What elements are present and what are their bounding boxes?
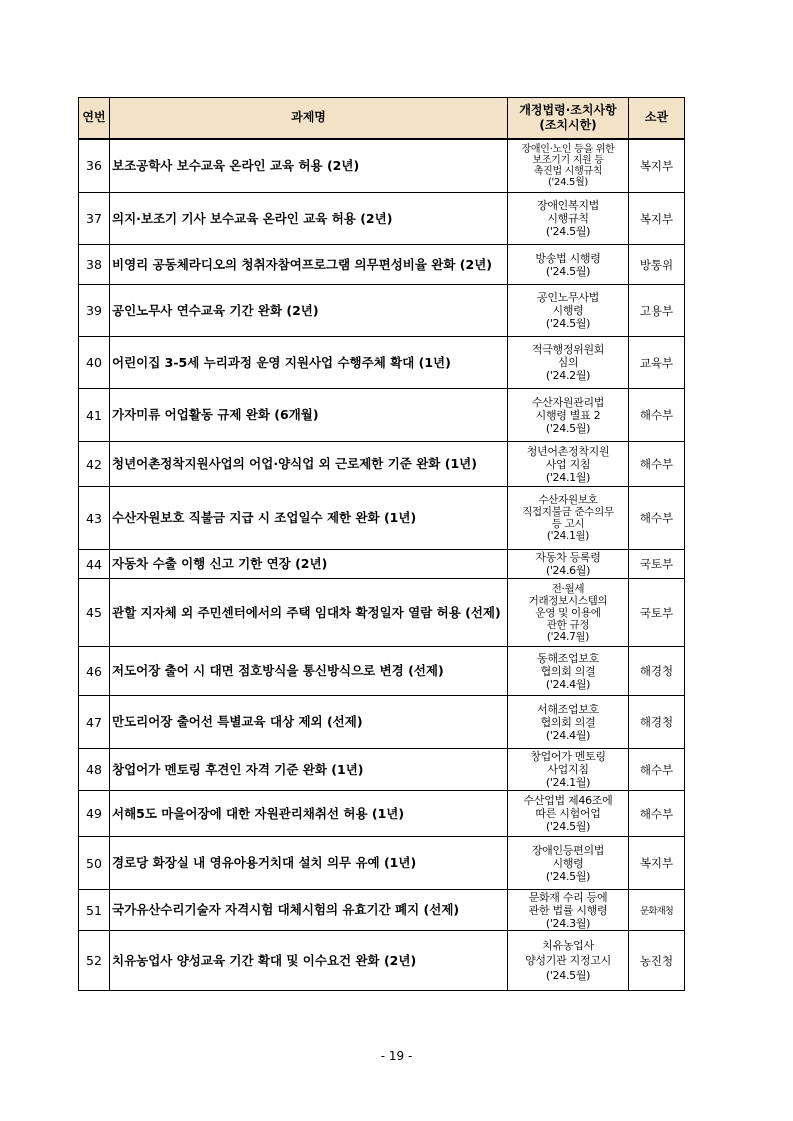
table-row [79, 647, 685, 696]
row-title: 관할 지자체 외 주민센터에서의 주택 임대차 확정일자 열람 허용 (선제) [110, 579, 508, 647]
regulation-table [78, 97, 685, 991]
row-num: 52 [79, 931, 110, 991]
row-title: 치유농업사 양성교육 기간 확대 및 이수요건 완화 (2년) [110, 931, 508, 991]
row-law: 적극행정위원회 심의 ('24.2월) [508, 337, 629, 389]
row-dept: 복지부 [629, 193, 685, 245]
row-title: 자동차 수출 이행 신고 기한 연장 (2년) [110, 550, 508, 579]
row-title: 보조공학사 보수교육 온라인 교육 허용 (2년) [110, 139, 508, 193]
row-law: 방송법 시행령 ('24.5월) [508, 245, 629, 285]
row-dept: 해수부 [629, 791, 685, 837]
row-law: 장애인복지법 시행규칙 ('24.5월) [508, 193, 629, 245]
row-dept: 해수부 [629, 487, 685, 550]
row-dept: 복지부 [629, 139, 685, 193]
table-row [79, 245, 685, 285]
row-title: 국가유산수리기술자 자격시험 대체시험의 유효기간 폐지 (선제) [110, 890, 508, 931]
row-dept: 해경청 [629, 696, 685, 749]
row-title: 공인노무사 연수교육 기간 완화 (2년) [110, 285, 508, 337]
row-num: 39 [79, 285, 110, 337]
table-row [79, 285, 685, 337]
row-dept: 교육부 [629, 337, 685, 389]
row-title: 경로당 화장실 내 영유아용거치대 설치 의무 유예 (1년) [110, 837, 508, 890]
table-row [79, 139, 685, 193]
row-num: 40 [79, 337, 110, 389]
row-num: 46 [79, 647, 110, 696]
row-dept: 해수부 [629, 749, 685, 791]
row-title: 만도리어장 출어선 특별교육 대상 제외 (선제) [110, 696, 508, 749]
row-dept: 복지부 [629, 837, 685, 890]
row-title: 서해5도 마을어장에 대한 자원관리채취선 허용 (1년) [110, 791, 508, 837]
row-num: 45 [79, 579, 110, 647]
row-law: 청년어촌정착지원 사업 지침 ('24.1월) [508, 442, 629, 487]
header-dept: 소관 [629, 98, 685, 139]
row-dept: 농진청 [629, 931, 685, 991]
table-row [79, 890, 685, 931]
row-law: 공인노무사법 시행령 ('24.5월) [508, 285, 629, 337]
row-law: 창업어가 멘토링 사업지침 ('24.1월) [508, 749, 629, 791]
row-title: 가자미류 어업활동 규제 완화 (6개월) [110, 389, 508, 442]
header-row [79, 98, 685, 139]
row-num: 49 [79, 791, 110, 837]
row-num: 37 [79, 193, 110, 245]
row-law: 장애인등편의법 시행령 ('24.5월) [508, 837, 629, 890]
row-law: 수산자원관리법 시행령 별표 2 ('24.5월) [508, 389, 629, 442]
row-law: 서해조업보호 협의회 의결 ('24.4월) [508, 696, 629, 749]
row-num: 50 [79, 837, 110, 890]
row-num: 42 [79, 442, 110, 487]
row-num: 48 [79, 749, 110, 791]
row-dept: 국토부 [629, 579, 685, 647]
row-law: 수산자원보호 직접지불금 준수의무 등 고시 ('24.1월) [508, 487, 629, 550]
row-law: 동해조업보호 협의회 의결 ('24.4월) [508, 647, 629, 696]
row-law: 장애인·노인 등을 위한 보조기기 지원 등 촉진법 시행규칙 ('24.5월) [508, 139, 629, 193]
row-num: 47 [79, 696, 110, 749]
row-num: 38 [79, 245, 110, 285]
table-row [79, 579, 685, 647]
row-dept: 해수부 [629, 389, 685, 442]
row-law: 자동차 등록령 ('24.6월) [508, 550, 629, 579]
row-dept: 방통위 [629, 245, 685, 285]
header-num: 연번 [79, 98, 110, 139]
table-row [79, 337, 685, 389]
table-row [79, 696, 685, 749]
table-row [79, 931, 685, 991]
row-num: 51 [79, 890, 110, 931]
row-title: 창업어가 멘토링 후견인 자격 기준 완화 (1년) [110, 749, 508, 791]
row-title: 의지·보조기 기사 보수교육 온라인 교육 허용 (2년) [110, 193, 508, 245]
table-row [79, 389, 685, 442]
row-title: 수산자원보호 직불금 지급 시 조업일수 제한 완화 (1년) [110, 487, 508, 550]
row-num: 36 [79, 139, 110, 193]
row-title: 비영리 공동체라디오의 청취자참여프로그램 의무편성비율 완화 (2년) [110, 245, 508, 285]
row-dept: 해경청 [629, 647, 685, 696]
header-law: 개정법령·조치사항 (조치시한) [508, 98, 629, 139]
page-number: - 19 - [380, 1049, 413, 1063]
row-law: 수산업법 제46조에 따른 시험어업 ('24.5월) [508, 791, 629, 837]
row-dept: 고용부 [629, 285, 685, 337]
row-title: 저도어장 출어 시 대면 점호방식을 통신방식으로 변경 (선제) [110, 647, 508, 696]
row-num: 44 [79, 550, 110, 579]
row-num: 43 [79, 487, 110, 550]
table-row [79, 837, 685, 890]
table-row [79, 749, 685, 791]
row-dept: 해수부 [629, 442, 685, 487]
row-title: 청년어촌정착지원사업의 어업·양식업 외 근로제한 기준 완화 (1년) [110, 442, 508, 487]
table-row [79, 791, 685, 837]
row-num: 41 [79, 389, 110, 442]
header-title: 과제명 [110, 98, 508, 139]
row-dept: 문화재청 [629, 890, 685, 931]
row-dept: 국토부 [629, 550, 685, 579]
table-row [79, 193, 685, 245]
row-title: 어린이집 3-5세 누리과정 운영 지원사업 수행주체 확대 (1년) [110, 337, 508, 389]
table-row [79, 487, 685, 550]
row-law: 치유농업사 양성기관 지정고시 ('24.5월) [508, 931, 629, 991]
table-row [79, 550, 685, 579]
table-row [79, 442, 685, 487]
row-law: 전·월세 거래정보시스템의 운영 및 이용에 관한 규정 ('24.7월) [508, 579, 629, 647]
row-law: 문화재 수리 등에 관한 법률 시행령 ('24.3월) [508, 890, 629, 931]
